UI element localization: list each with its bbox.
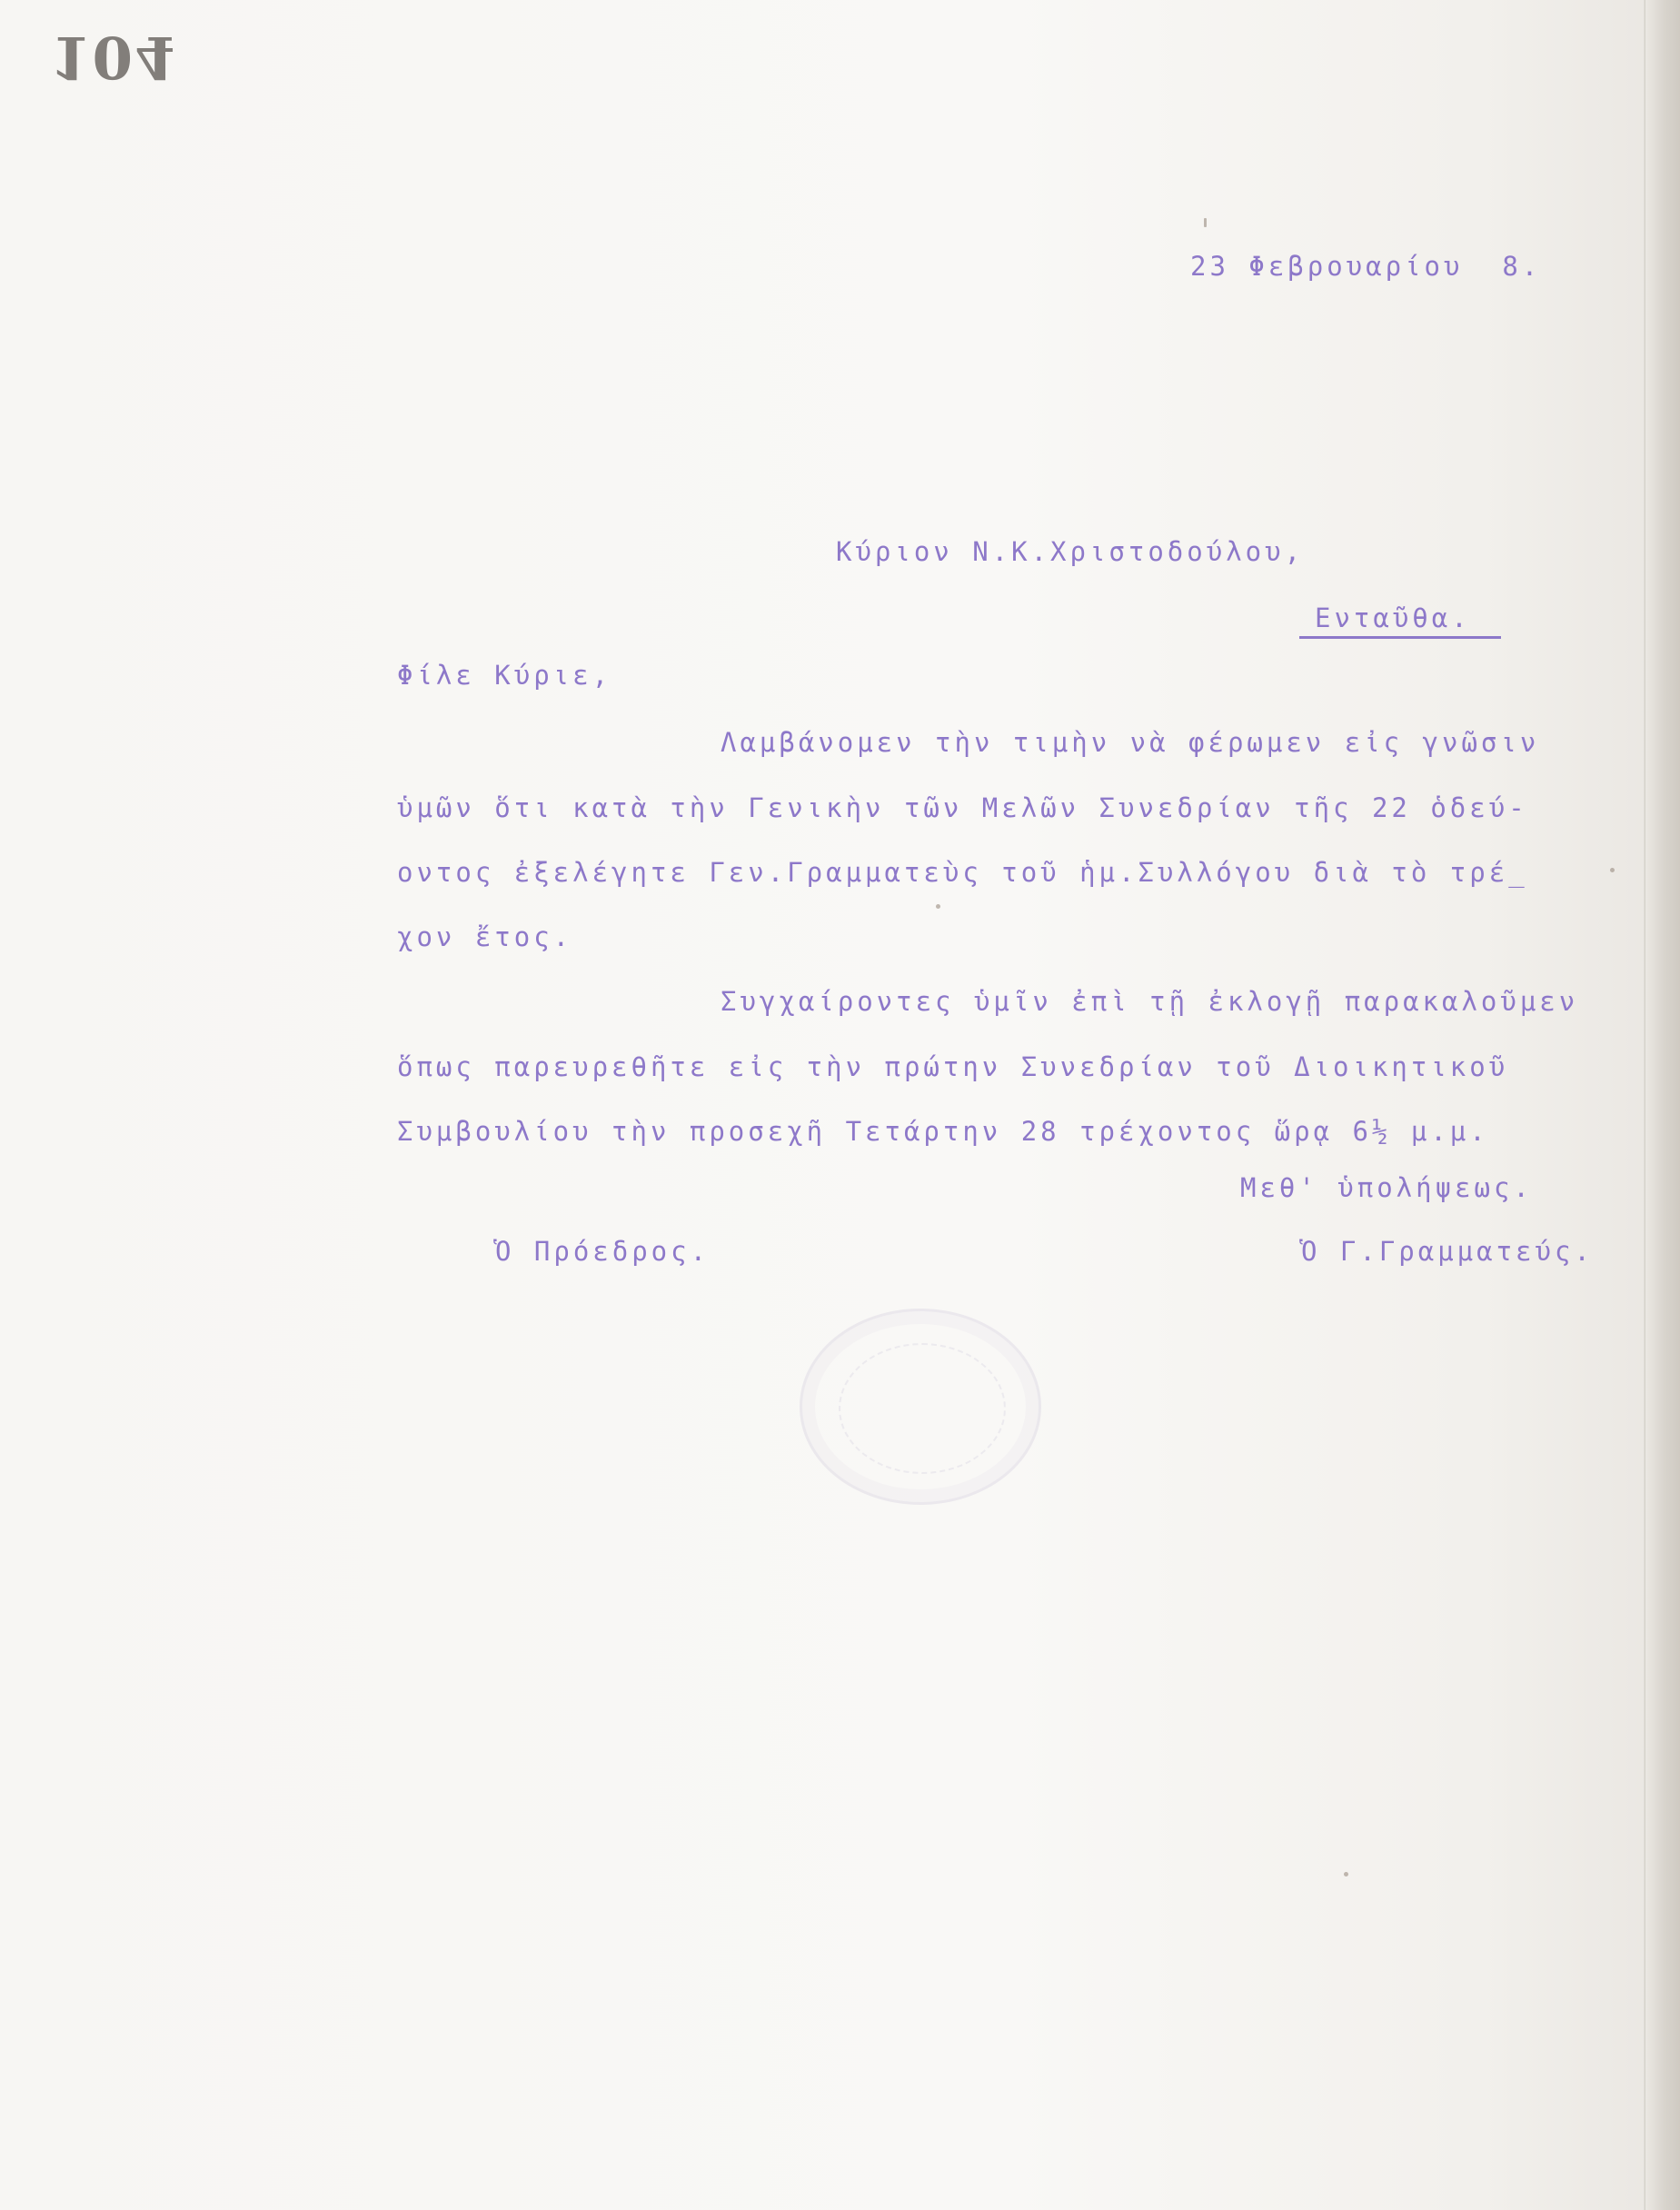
signature-secretary: Ὁ Γ.Γραμματεύς. [1301,1236,1594,1267]
ink-speck [1610,868,1615,872]
letter-salutation: Φίλε Κύριε, [397,660,612,691]
paragraph-1-line-3: οντος ἐξελέγητε Γεν.Γραμματεὺς τοῦ ἡμ.Συλλόγου διὰ τὸ τρέ_ [397,857,1528,888]
letter-location: Ενταῦθα. [1315,602,1471,633]
paper-edge [1645,0,1680,2210]
ink-speck [1204,218,1207,227]
ink-speck [1344,1872,1348,1877]
paragraph-2-line-2: ὅπως παρευρεθῆτε εἰς τὴν πρώτην Συνεδρίαν τοῦ Διοικητικοῦ [397,1051,1509,1082]
paragraph-1-line-2: ὑμῶν ὅτι κατὰ τὴν Γενικὴν τῶν Μελῶν Συνεδρίαν τῆς 22 ὁδεύ- [397,792,1528,823]
signature-president: Ὁ Πρόεδρος. [495,1236,711,1267]
paragraph-2-line-3: Συμβουλίου τὴν προσεχῆ Τετάρτην 28 τρέχοντος ὥρᾳ 6½ μ.μ. [397,1116,1489,1147]
location-underline [1299,636,1501,639]
letter-date: 23 Φεβρουαρίου 8. [1190,251,1542,282]
paragraph-2-line-1: Συγχαίροντες ὑμῖν ἐπὶ τῇ ἐκλογῇ παρακαλοῦμεν [721,986,1579,1017]
letter-recipient: Κύριον Ν.Κ.Χριστοδούλου, [836,536,1305,567]
paragraph-1-line-4: χον ἔτος. [397,921,573,952]
page-number: 104 [50,23,177,91]
paragraph-1-line-1: Λαμβάνομεν τὴν τιμὴν νὰ φέρωμεν εἰς γνῶσιν [721,727,1540,758]
ink-speck [936,904,940,909]
seal-inner-ring [839,1343,1006,1474]
letter-closing: Μεθ' ὑπολήψεως. [1240,1172,1533,1203]
faded-seal-stamp [800,1309,1041,1505]
